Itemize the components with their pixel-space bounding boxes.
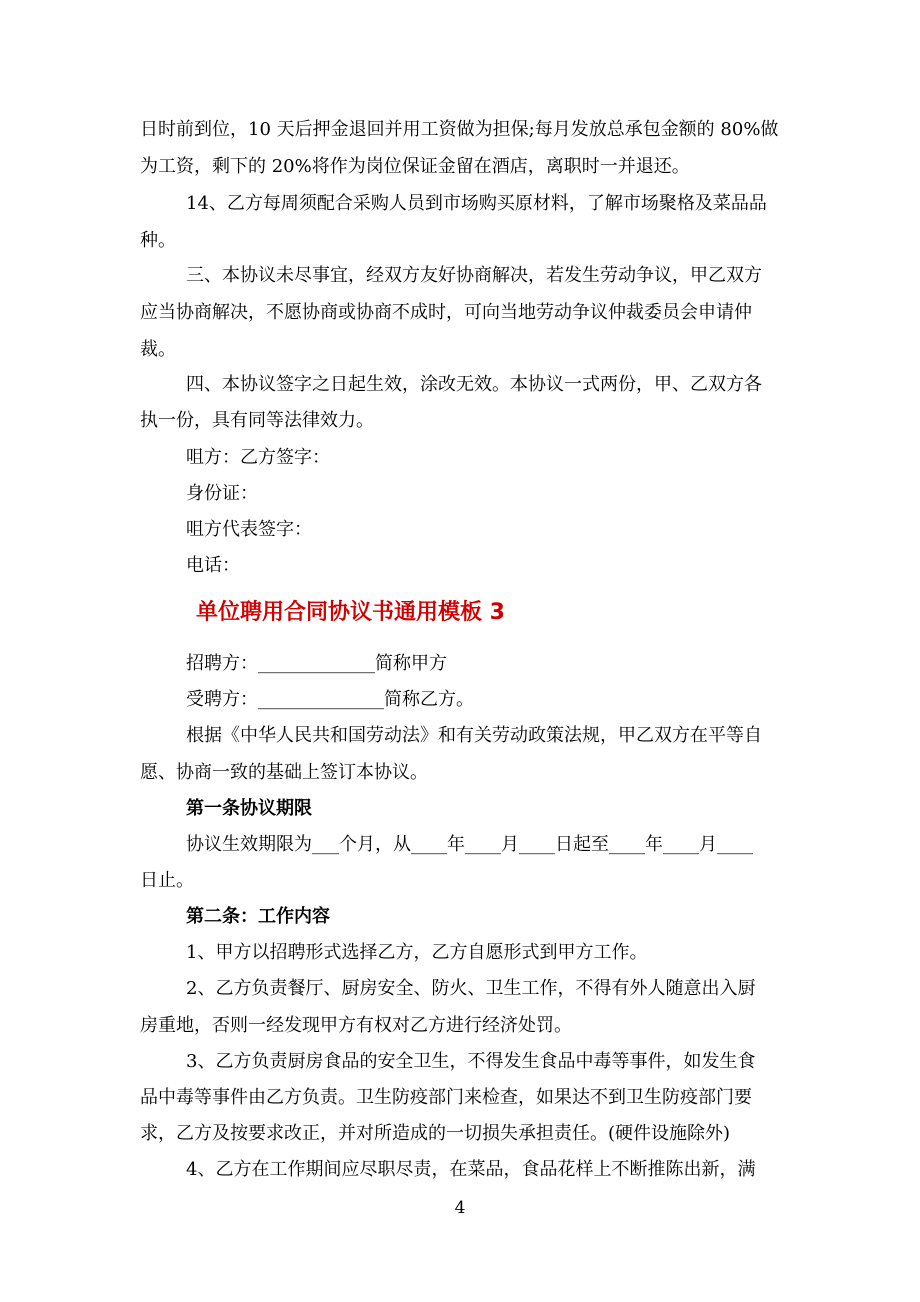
paragraph-line: 应当协商解决，不愿协商或协商不成时，可向当地劳动争议仲裁委员会申请仲 [140, 302, 752, 323]
paragraph-line: 求，乙方及按要求改正，并对所造成的一切损失承担责任。(硬件设施除外) [140, 1123, 731, 1144]
page-number: 4 [454, 1198, 466, 1218]
employee-line: 受聘方：______________简称乙方。 [186, 689, 474, 710]
paragraph-line: 日止。 [140, 870, 194, 891]
paragraph-line: 4、乙方在工作期间应尽职尽责，在菜品，食品花样上不断推陈出新，满 [186, 1159, 756, 1180]
paragraph-line: 1、甲方以招聘形式选择乙方，乙方自愿形式到甲方工作。 [186, 942, 648, 963]
paragraph-line: 房重地，否则一经发现甲方有权对乙方进行经济处罚。 [140, 1015, 572, 1036]
phone-line: 电话： [186, 555, 240, 576]
section-title: 单位聘用合同协议书通用模板 3 [196, 600, 505, 625]
paragraph-line: 执一份，具有同等法律效力。 [140, 410, 374, 431]
paragraph-line: 2、乙方负责餐厅、厨房安全、防火、卫生工作，不得有外人随意出入厨 [186, 978, 756, 999]
paragraph-line: 日时前到位，10 天后押金退回并用工资做为担保;每月发放总承包金额的 80%做 [140, 119, 779, 140]
employer-line: 招聘方：_____________简称甲方 [186, 653, 447, 674]
paragraph-line: 3、乙方负责厨房食品的安全卫生，不得发生食品中毒等事件，如发生食 [186, 1051, 756, 1072]
signature-line: 咀方：乙方签字： [186, 447, 330, 468]
representative-signature-line: 咀方代表签字： [186, 519, 312, 540]
paragraph-line: 品中毒等事件由乙方负责。卫生防疫部门来检查，如果达不到卫生防疫部门要 [140, 1087, 752, 1108]
paragraph-line: 三、本协议未尽事宜，经双方友好协商解决，若发生劳动争议，甲乙双方 [186, 265, 762, 286]
paragraph-line: 根据《中华人民共和国劳动法》和有关劳动政策法规，甲乙双方在平等自 [186, 725, 762, 746]
paragraph-line: 协议生效期限为___个月，从____年____月____日起至____年____月____ [186, 834, 753, 855]
paragraph-line: 裁。 [140, 339, 176, 360]
paragraph-line: 愿、协商一致的基础上签订本协议。 [140, 762, 428, 783]
id-card-line: 身份证： [186, 483, 258, 504]
paragraph-line: 四、本协议签字之日起生效，涂改无效。本协议一式两份，甲、乙双方各 [186, 374, 762, 395]
paragraph-line: 14、乙方每周须配合采购人员到市场购买原材料，了解市场聚格及菜品品 [186, 193, 767, 214]
article-heading: 第二条：工作内容 [186, 906, 330, 927]
article-heading: 第一条协议期限 [186, 798, 312, 819]
paragraph-line: 为工资，剩下的 20%将作为岗位保证金留在酒店，离职时一并退还。 [140, 156, 690, 177]
paragraph-line: 种。 [140, 230, 176, 251]
